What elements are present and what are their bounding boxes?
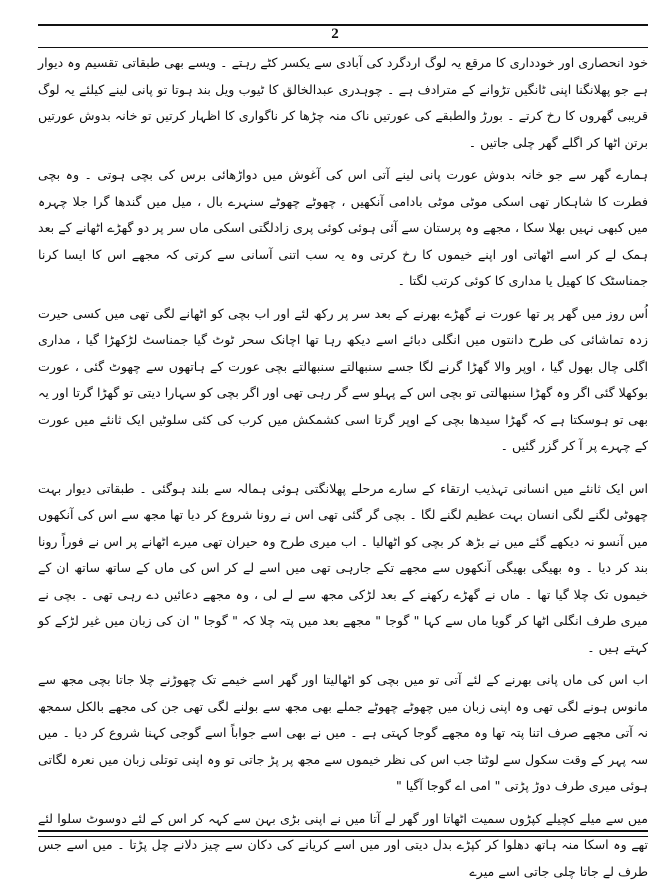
paragraph-1: خود انحصاری اور خودداری کا مرقع یہ لوگ اردگرد کی آبادی سے یکسر کٹے رہتے ۔ ویسے بھی طبقاتی تقسیم وہ دیوار ہے جو پھلانگنا اپنی ٹانگیں تڑوانے کے مترادف ہے ۔ چوہدری عبدالخالق کا ٹیوب ویل بند ہوتا تو پانی لینے کیلئے یہ لوگ قریبی گھروں کا رخ کرتے ۔ بورڑ والطبقے کی عورتیں ناک منہ چڑھا کر ناگواری کا اظہار کرتیں تو خانہ بدوش عورتیں برتن اٹھا کر اگلے گھر چلی جاتیں ۔ (38, 55, 648, 150)
bottom-rule (38, 830, 648, 832)
paragraph-4: اس ایک ثانئے میں انسانی تہذیب ارتقاء کے سارے مرحلے پھلانگتی ہوئی ہمالہ سے بلند ہوگئی ۔ طبقاتی دیوار بہت چھوٹی لگنے لگی انسان بہت عظیم لگنے لگا ۔ بچی گر گئی تھی اس نے رونا شروع کر دیا تھا مجھ سے اس کی آنکھوں میں آنسو نہ دیکھے گئے میں نے بڑھ کر بچی کو اٹھالیا ۔ اب میری طرح وہ حیران تھی میرے اٹھانے پر اس نے فوراً رونا بند کر دیا ۔ وہ بھیگی بھیگی آنکھوں سے مجھے تکے جارہی تھی میں اسے لے کر اس کی ماں کے ساتھ ساتھ ان کے خیموں تک چلا گیا تھا ۔ ماں نے گھڑے رکھنے کے بعد لڑکی مجھ سے لے لی ، وہ مجھے دعائیں دے رہی تھی ۔ بچی نے میری طرف انگلی اٹھا کر گویا ماں سے کہا " گوجا " مجھے بعد میں پتہ چلا کہ " گوجا " ان کی زبان میں غیر لڑکے کو کہتے ہیں ۔ (38, 480, 648, 655)
paragraph-5: اب اس کی ماں پانی بھرنے کے لئے آتی تو میں بچی کو اٹھالیتا اور گھر اسے خیمے تک چھوڑنے چلا جاتا بچی مجھ سے مانوس ہونے لگی تھی وہ اپنی زبان میں چھوٹے چھوٹے جملے بھی مجھ سے بولنے لگی تھی جن کی مجھے بالکل سمجھ نہ آتی مجھے صرف اتنا پتہ تھا وہ مجھے گوجا کہتی ہے ۔ میں نے بھی اسے جواباً اسے گوجی کہنا شروع کر دیا ۔ میں سہ پہر کے وقت سکول سے لوٹتا جب اس کی نظر خیموں سے مجھ پر پڑ جاتی تو وہ اپنی توتلی زبان میں نعرہ لگاتی ہوئی میری طرف دوڑ پڑتی " امی اے گوجا آگیا " (38, 672, 648, 793)
paragraph-3: اُس روز میں گھر پر تھا عورت نے گھڑے بھرنے کے بعد سر پر رکھ لئے اور اب بچی کو اٹھانے لگی تھی میں کسی حیرت زدہ تماشائی کی طرح دانتوں میں انگلی دبائے اسے دیکھ رہا تھا اچانک سحر ٹوٹ گیا جمناسٹ لڑکھڑا گیا ، مداری اگلی چال بھول گیا ، اوپر والا گھڑا گرنے لگا جسے سنبھالتے سنبھالتے بچی عورت کے ہاتھوں سے چھوٹ گئی ، عورت بوکھلا گئی اگر وہ گھڑا سنبھالتی تو بچی اس کے پہلو سے گر رہی تھی اور اگر بچی کو سہارا دیتی تو گھڑا گرتا اور یہ بھی تو ہوسکتا ہے کہ گھڑا سیدھا بچی کے اوپر گرتا اسی کشمکش میں کرب کی کئی سلوٹیں ایک ثانئے میں عورت کے چہرے پر آ کر گزر گئیں ۔ (38, 305, 648, 453)
paragraph-2: ہمارے گھر سے جو خانہ بدوش عورت پانی لینے آتی اس کی آغوش میں دواڑھائی برس کی بچی ہوتی ۔ وہ بچی فطرت کا شاہکار تھی اسکی موٹی موٹی بادامی آنکھیں ، چھوٹے چھوٹے سنہرے بال ، میل میں گندھا گرا جلا چہرہ میں کبھی نہیں بھلا سکا ، مجھے وہ پرستان سے آئی ہوئی کوئی پری زادلگتی اسکی ماں سر پر دو گھڑے اٹھانے کے بعد ہمک لے کر اسے اٹھاتی اور اپنے خیموں کا رخ کرتی وہ یہ سب اتنی آسانی سے کرتی کہ مجھے اس کا ایسا کرنا جمناسٹک کا کھیل یا مداری کا کوئی کرتب لگتا ۔ (38, 167, 648, 288)
page-number: 2 (331, 26, 339, 42)
page-number-rule (38, 47, 648, 48)
paragraph-6: میں سے میلے کچیلے کپڑوں سمیت اٹھاتا اور گھر لے آتا میں نے اپنی بڑی بہن سے کہہ کر اس کے لئے دوسوٹ سلوا لئے تھے وہ اسکا منہ ہاتھ دھلوا کر کپڑے بدل دیتی اور میں اسے کریانے کی دکان سے چیز دلانے چل پڑتا ۔ میں اسے جس طرف لے جاتا چلی جاتی اسے میرے (38, 810, 648, 879)
bottom-rule-thin (38, 836, 648, 837)
article-body (38, 50, 648, 891)
